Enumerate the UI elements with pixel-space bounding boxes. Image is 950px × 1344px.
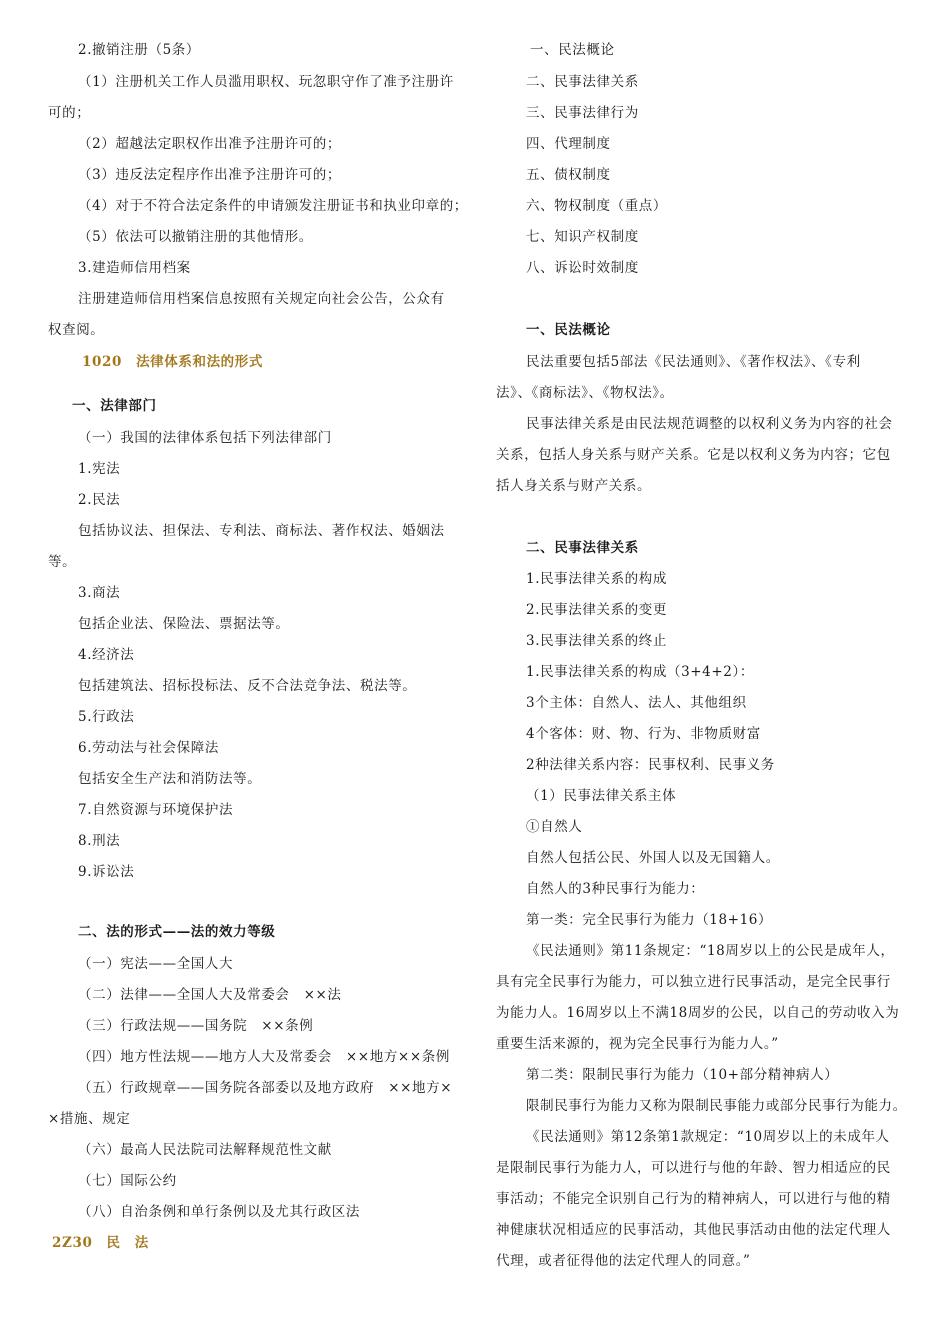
text-line: ×措施、规定 — [48, 1111, 131, 1127]
text-line: （六）最高人民法院司法解释规范性文献 — [78, 1142, 332, 1158]
text-line: 代理，或者征得他的法定代理人的同意。” — [496, 1253, 751, 1269]
text-line: 包括协议法、担保法、专利法、商标法、著作权法、婚姻法 — [78, 523, 445, 539]
text-line: （三）行政法规——国务院 ××条例 — [78, 1018, 314, 1034]
text-line: 自然人包括公民、外国人以及无国籍人。 — [526, 850, 780, 866]
text-line: 七、知识产权制度 — [526, 229, 639, 245]
section-heading: 一、法律部门 — [72, 398, 157, 414]
text-line: 3个主体：自然人、法人、其他组织 — [526, 695, 747, 711]
text-line: 5.行政法 — [78, 709, 135, 725]
text-line: （一）宪法——全国人大 — [78, 956, 234, 972]
text-line: 4.经济法 — [78, 647, 135, 663]
text-line: 关系，包括人身关系与财产关系。它是以权利义务为内容；它包 — [496, 447, 891, 463]
text-line: （七）国际公约 — [78, 1173, 177, 1189]
text-line: 注册建造师信用档案信息按照有关规定向社会公告，公众有 — [78, 291, 445, 307]
text-line: 自然人的3种民事行为能力： — [526, 881, 705, 897]
section-heading: 二、民事法律关系 — [526, 540, 639, 556]
section-heading: 2Z30 民 法 — [52, 1235, 149, 1251]
text-line: 2.撤销注册（5条） — [78, 42, 200, 58]
section-heading: 1020 法律体系和法的形式 — [82, 354, 263, 370]
text-line: 可的； — [48, 105, 91, 121]
text-line: 具有完全民事行为能力，可以独立进行民事活动，是完全民事行 — [496, 974, 891, 990]
text-line: （5）依法可以撤销注册的其他情形。 — [78, 229, 313, 245]
text-line: 三、民事法律行为 — [526, 105, 639, 121]
text-line: ①自然人 — [526, 819, 583, 835]
text-line: 是限制民事行为能力人，可以进行与他的年龄、智力相适应的民 — [496, 1160, 891, 1176]
text-line: （五）行政规章——国务院各部委以及地方政府 ××地方× — [78, 1080, 453, 1096]
text-line: 包括安全生产法和消防法等。 — [78, 771, 262, 787]
text-line: （八）自治条例和单行条例以及尤其行政区法 — [78, 1204, 360, 1220]
text-line: 《民法通则》第11条规定：“18周岁以上的公民是成年人， — [526, 943, 895, 959]
text-line: 3.建造师信用档案 — [78, 260, 191, 276]
text-line: 权查阅。 — [48, 322, 105, 338]
text-line: 第二类：限制民事行为能力（10+部分精神病人） — [526, 1067, 839, 1083]
text-line: （一）我国的法律体系包括下列法律部门 — [78, 430, 332, 446]
text-line: （2）超越法定职权作出准予注册许可的； — [78, 136, 341, 152]
text-line: 4个客体：财、物、行为、非物质财富 — [526, 726, 761, 742]
section-heading: 一、民法概论 — [526, 322, 611, 338]
text-line: （4）对于不符合法定条件的申请颁发注册证书和执业印章的； — [78, 198, 468, 214]
text-line: 六、物权制度（重点） — [526, 198, 667, 214]
text-line: （3）违反法定程序作出准予注册许可的； — [78, 167, 341, 183]
text-line: 《民法通则》第12条第1款规定：“10周岁以上的未成年人 — [526, 1129, 890, 1145]
text-line: 八、诉讼时效制度 — [526, 260, 639, 276]
text-line: 民法重要包括5部法《民法通则》、《著作权法》、《专利 — [526, 354, 861, 370]
text-line: 8.刑法 — [78, 833, 121, 849]
text-line: （1）民事法律关系主体 — [526, 788, 677, 804]
text-line: 2.民事法律关系的变更 — [526, 602, 667, 618]
text-line: 1.宪法 — [78, 461, 121, 477]
text-line: （四）地方性法规——地方人大及常委会 ××地方××条例 — [78, 1049, 450, 1065]
text-line: 6.劳动法与社会保障法 — [78, 740, 219, 756]
text-line: 1.民事法律关系的构成（3+4+2）： — [526, 664, 754, 680]
text-line: 为能力人。16周岁以上不满18周岁的公民，以自己的劳动收入为 — [496, 1005, 900, 1021]
text-line: 限制民事行为能力又称为限制民事能力或部分民事行为能力。 — [526, 1098, 907, 1114]
text-line: 3.商法 — [78, 585, 121, 601]
text-line: （二）法律——全国人大及常委会 ××法 — [78, 987, 342, 1003]
text-line: 2.民法 — [78, 492, 121, 508]
text-line: 7.自然资源与环境保护法 — [78, 802, 234, 818]
text-line: 二、民事法律关系 — [526, 74, 639, 90]
text-line: 民事法律关系是由民法规范调整的以权利义务为内容的社会 — [526, 416, 893, 432]
text-line: 等。 — [48, 554, 77, 570]
text-line: 9.诉讼法 — [78, 864, 135, 880]
text-line: 四、代理制度 — [526, 136, 611, 152]
text-line: 事活动；不能完全识别自己行为的精神病人，可以进行与他的精 — [496, 1191, 891, 1207]
text-line: 1.民事法律关系的构成 — [526, 571, 667, 587]
text-line: 3.民事法律关系的终止 — [526, 633, 667, 649]
text-line: 重要生活来源的，视为完全民事行为能力人。” — [496, 1036, 779, 1052]
text-line: 第一类：完全民事行为能力（18+16） — [526, 912, 773, 928]
text-line: 括人身关系与财产关系。 — [496, 478, 652, 494]
text-line: 包括企业法、保险法、票据法等。 — [78, 616, 290, 632]
text-line: 一、民法概论 — [530, 42, 615, 58]
text-line: 神健康状况相适应的民事活动，其他民事活动由他的法定代理人 — [496, 1222, 891, 1238]
text-line: （1）注册机关工作人员滥用职权、玩忽职守作了准予注册许 — [78, 74, 454, 90]
section-heading: 二、法的形式——法的效力等级 — [78, 924, 276, 940]
text-line: 五、债权制度 — [526, 167, 611, 183]
text-line: 2种法律关系内容：民事权利、民事义务 — [526, 757, 775, 773]
text-line: 法》、《商标法》、《物权法》。 — [496, 385, 674, 401]
text-line: 包括建筑法、招标投标法、反不合法竞争法、税法等。 — [78, 678, 417, 694]
